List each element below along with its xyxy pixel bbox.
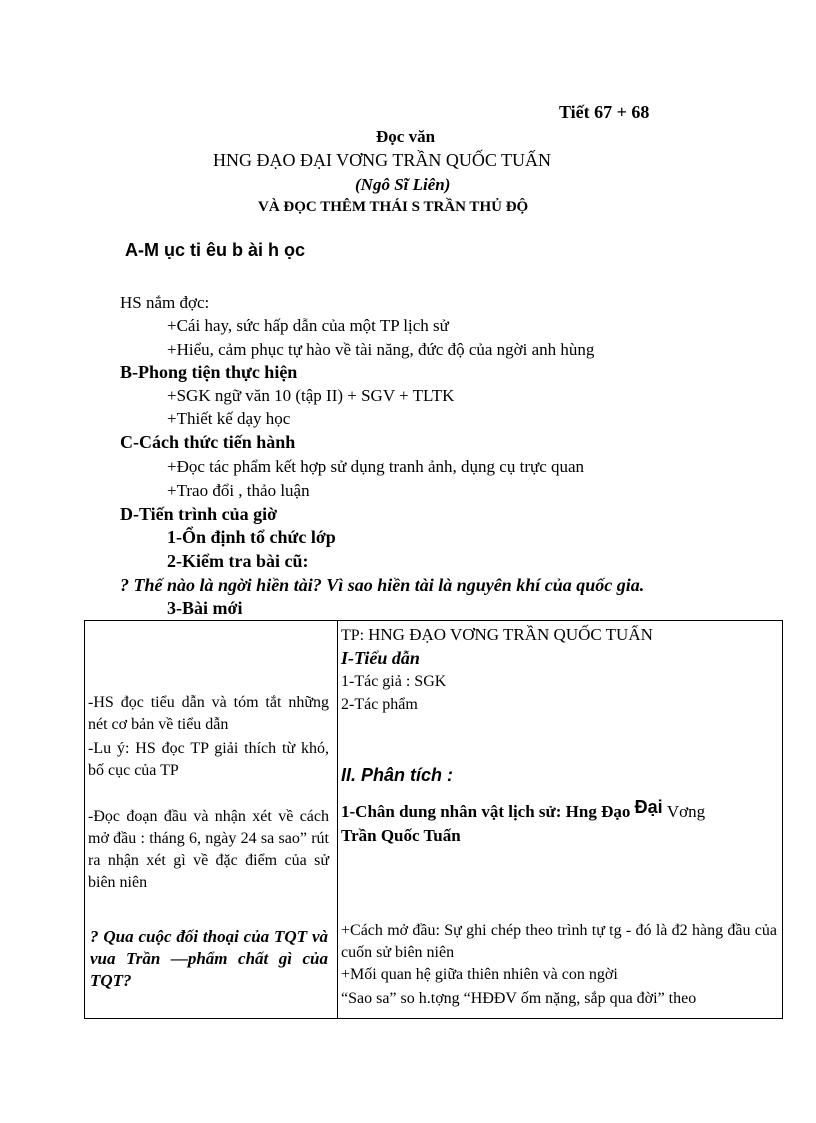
new-lesson-label: 3-Bài mới [167, 598, 243, 618]
heading-portrait-b: Đại [634, 797, 663, 817]
section-c-item: +Trao đổi , thảo luận [167, 481, 310, 500]
section-a-item: +Hiểu, cảm phục tự hào về tài năng, đức độ của ngời anh hùng [167, 340, 595, 359]
review-question: ? Thế nào là ngời hiền tài? Vì sao hiền tài là nguyên khí của quốc gia. [120, 575, 645, 595]
table-left-activity-2: -Lu ý: HS đọc TP giải thích từ khó, bố cục của TP [88, 740, 329, 779]
section-d-item: 2-Kiểm tra bài cũ: [167, 551, 309, 571]
table-left-question: ? Qua cuộc đối thoại của TQT và vua Trần —phẩm chất gì của TQT? [90, 927, 328, 990]
heading-portrait-line2: Trần Quốc Tuấn [341, 826, 461, 845]
part-1-item-author: 1-Tác giả : SGK [341, 673, 447, 690]
table-column-divider [337, 621, 338, 1018]
section-a-item: +Cái hay, sức hấp dẫn của một TP lịch sử [167, 316, 449, 335]
heading-portrait-a: 1-Chân dung nhân vật lịch sử: Hng Đạo [341, 802, 631, 821]
lesson-author: (Ngô Sĩ Liên) [355, 175, 451, 194]
table-right-text-2: +Mối quan hệ giữa thiên nhiên và con ngời [341, 966, 618, 983]
section-b-item: +Thiết kế dạy học [167, 409, 291, 428]
table-left-activity-1: -HS đọc tiểu dẫn và tóm tắt những nét cơ bản về tiểu dẫn [88, 694, 329, 733]
lesson-title: HNG ĐẠO ĐẠI VƠNG TRẦN QUỐC TUẤN [213, 150, 552, 170]
section-c-item: +Đọc tác phẩm kết hợp sử dụng tranh ảnh, dụng cụ trực quan [167, 457, 585, 476]
table-right-text-3: “Sao sa” so h.tợng “HĐĐV ốm nặng, sắp qua đời” theo [341, 990, 697, 1007]
section-a-intro: HS nắm đợc: [120, 293, 210, 312]
lesson-period: Tiết 67 + 68 [559, 102, 650, 122]
tp-prefix: TP: [341, 627, 365, 644]
section-d-item: 1-Ổn định tổ chức lớp [167, 527, 336, 547]
part-1-item-work: 2-Tác phẩm [341, 696, 418, 713]
heading-portrait-line1 [341, 797, 706, 822]
section-label: Đọc văn [376, 127, 436, 146]
section-a-heading: A-M ục ti êu b ài h ọc [125, 240, 306, 260]
section-b-heading: B-Phong tiện thực hiện [120, 362, 298, 382]
tp-title: HNG ĐẠO VƠNG TRẦN QUỐC TUẤN [368, 625, 653, 644]
section-d-heading: D-Tiến trình của giờ [120, 504, 278, 524]
table-right-text-1: +Cách mở đầu: Sự ghi chép theo trình tự tg - đó là đ2 hàng đầu của cuốn sử biên niên [341, 922, 777, 961]
table-left-activity-3: -Đọc đoạn đầu và nhận xét về cách mở đầu : tháng 6, ngày 24 sa sao” rút ra nhận xét gì về đặc điểm của sử biên niên [88, 808, 329, 891]
heading-portrait-c: Vơng [666, 802, 706, 821]
part-1-heading: I-Tiểu dẫn [341, 648, 420, 668]
section-b-item: +SGK ngữ văn 10 (tập II) + SGV + TLTK [167, 386, 455, 405]
part-2-heading: II. Phân tích : [341, 765, 454, 785]
lesson-subtitle: VÀ ĐỌC THÊM THÁI S TRẦN THỦ ĐỘ [258, 199, 529, 215]
section-c-heading: C-Cách thức tiến hành [120, 432, 296, 452]
table-right-tp [341, 625, 653, 645]
